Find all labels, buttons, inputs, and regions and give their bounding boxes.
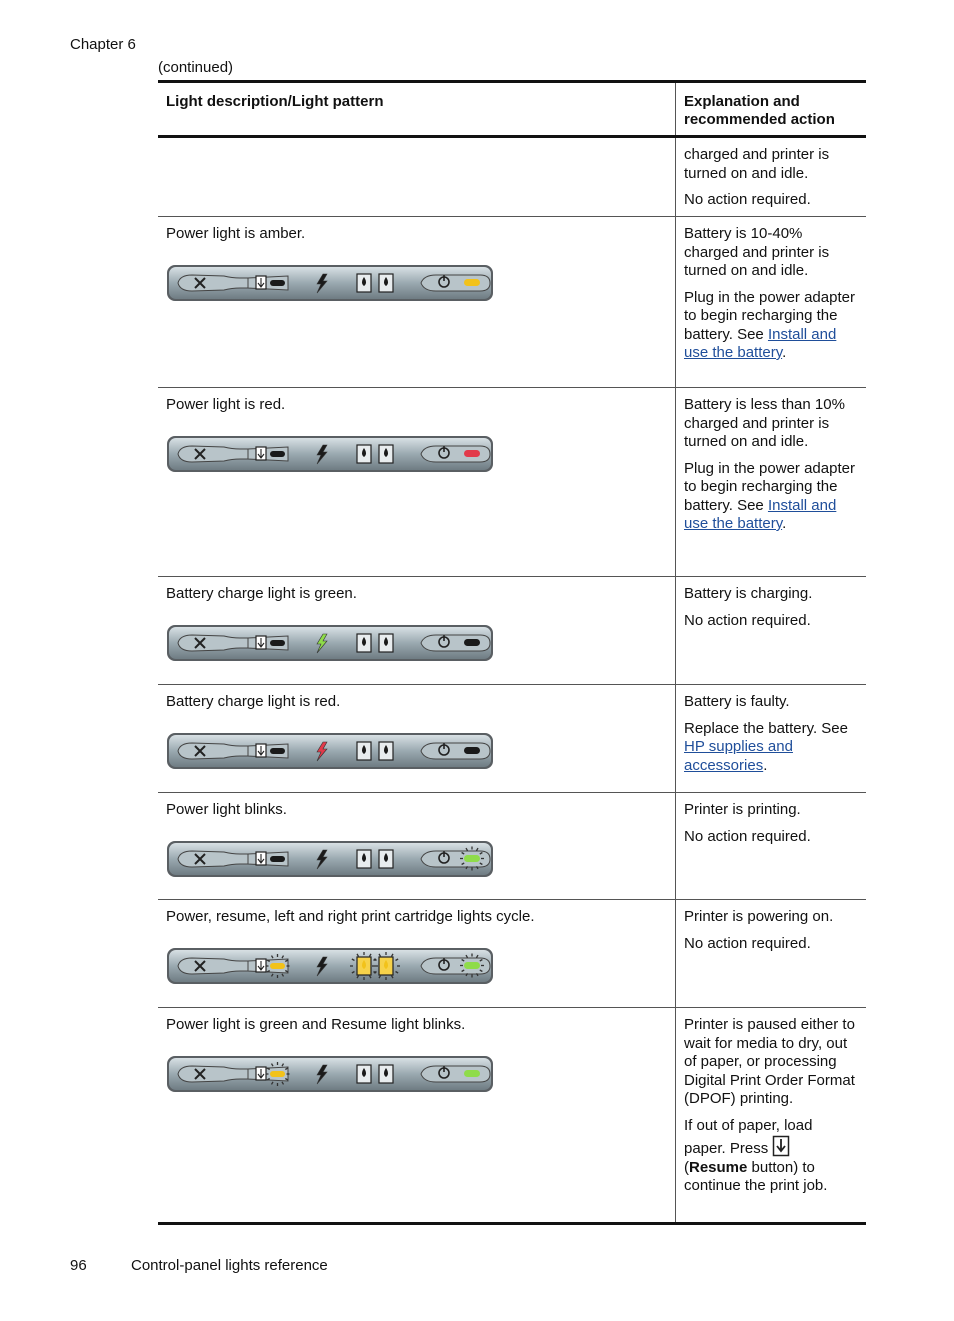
description-text: Power light is green and Resume light blinks. <box>166 1016 466 1033</box>
control-panel-illustration <box>166 624 494 662</box>
table-row <box>158 685 866 793</box>
explanation-text: Battery is 10-40% charged and printer is turned on and idle. <box>684 225 830 279</box>
row-description <box>158 138 676 216</box>
table-row <box>158 577 866 685</box>
explanation-text: Printer is paused either to wait for media to dry, out of paper, or processing Digital Print Order Format (DPOF) printing. <box>684 1016 855 1107</box>
resume-light <box>270 640 285 646</box>
resume-light <box>270 280 285 286</box>
row-description <box>158 217 676 387</box>
resume-light <box>270 856 285 862</box>
lights-table <box>158 80 866 1225</box>
description-text: Power light is red. <box>166 396 286 413</box>
table-row <box>158 1008 866 1225</box>
header-light-description: Light description/Light pattern <box>158 83 676 135</box>
control-panel-illustration <box>166 264 494 302</box>
explanation-text: Plug in the power adapter to begin recharging the battery. See <box>684 459 855 514</box>
explanation-text: Printer is powering on. <box>684 908 834 925</box>
row-description <box>158 685 676 792</box>
row-explanation <box>676 793 866 899</box>
resume-label: Resume <box>689 1158 748 1176</box>
explanation-text: No action required. <box>684 827 811 845</box>
control-panel-illustration <box>166 435 494 473</box>
table-row <box>158 138 866 217</box>
power-light <box>464 639 480 646</box>
explanation-text: Battery is charging. <box>684 585 813 602</box>
description-text: Power light blinks. <box>166 801 287 818</box>
resume-light <box>270 1071 285 1077</box>
row-description <box>158 900 676 1007</box>
row-description <box>158 577 676 684</box>
power-light <box>464 279 480 286</box>
control-panel-illustration <box>166 732 494 770</box>
control-panel-illustration <box>166 840 494 878</box>
explanation-text: No action required. <box>684 191 811 208</box>
table-header <box>158 80 866 138</box>
resume-light <box>270 963 285 969</box>
install-battery-link[interactable]: Install and use the battery <box>684 496 837 532</box>
resume-light <box>270 748 285 754</box>
explanation-text: Battery is less than 10% charged and printer is turned on and idle. <box>684 396 845 450</box>
row-explanation: Printer is paused either to wait for media to dry, out of paper, or processing Digital Print Order Format (DPOF) printing. If out of paper, load paper. Press (Resume button) to continue the print job. <box>676 1008 866 1222</box>
resume-button-icon <box>772 1135 790 1157</box>
description-text: Battery charge light is red. <box>166 693 341 710</box>
row-explanation <box>676 577 866 684</box>
row-explanation: Battery is 10-40% charged and printer is turned on and idle. Plug in the power adapter to begin recharging the battery. See Install and use the battery. <box>676 217 866 387</box>
table-row <box>158 793 866 900</box>
continued-label: (continued) <box>158 59 234 76</box>
description-text: Power light is amber. <box>166 225 306 242</box>
row-explanation: Battery is less than 10% charged and printer is turned on and idle. Plug in the power adapter to begin recharging the battery. See Install and use the battery. <box>676 388 866 576</box>
hp-supplies-link[interactable]: HP supplies and accessories <box>684 738 793 774</box>
explanation-text: No action required. <box>684 611 811 629</box>
power-light <box>464 855 480 862</box>
power-light <box>464 962 480 969</box>
explanation-text: No action required. <box>684 934 811 952</box>
description-text: Battery charge light is green. <box>166 585 357 602</box>
explanation-text: Battery is faulty. <box>684 693 790 710</box>
explanation-text: Replace the battery. See <box>684 719 848 737</box>
row-description <box>158 1008 676 1222</box>
footer-title: Control-panel lights reference <box>131 1257 328 1274</box>
header-explanation: Explanation and recommended action <box>684 93 835 128</box>
power-light <box>464 747 480 754</box>
explanation-text: charged and printer is turned on and idle. <box>684 146 830 182</box>
row-explanation: Battery is faulty. Replace the battery. See HP supplies and accessories. <box>676 685 866 792</box>
control-panel-illustration <box>166 1055 494 1093</box>
explanation-text: If out of paper, load paper. Press <box>684 1116 813 1157</box>
install-battery-link[interactable]: Install and use the battery <box>684 325 837 361</box>
power-light <box>464 450 480 457</box>
control-panel-illustration <box>166 947 494 985</box>
resume-light <box>270 451 285 457</box>
chapter-label: Chapter 6 <box>70 36 136 53</box>
table-row <box>158 388 866 577</box>
explanation-text: Printer is printing. <box>684 801 801 818</box>
page-number: 96 <box>70 1257 87 1274</box>
row-explanation <box>676 138 866 216</box>
table-row <box>158 900 866 1008</box>
power-light <box>464 1070 480 1077</box>
row-explanation <box>676 900 866 1007</box>
description-text: Power, resume, left and right print cartridge lights cycle. <box>166 908 535 925</box>
row-description <box>158 793 676 899</box>
table-row <box>158 217 866 388</box>
row-description <box>158 388 676 576</box>
explanation-text: Plug in the power adapter to begin recharging the battery. See <box>684 288 855 343</box>
